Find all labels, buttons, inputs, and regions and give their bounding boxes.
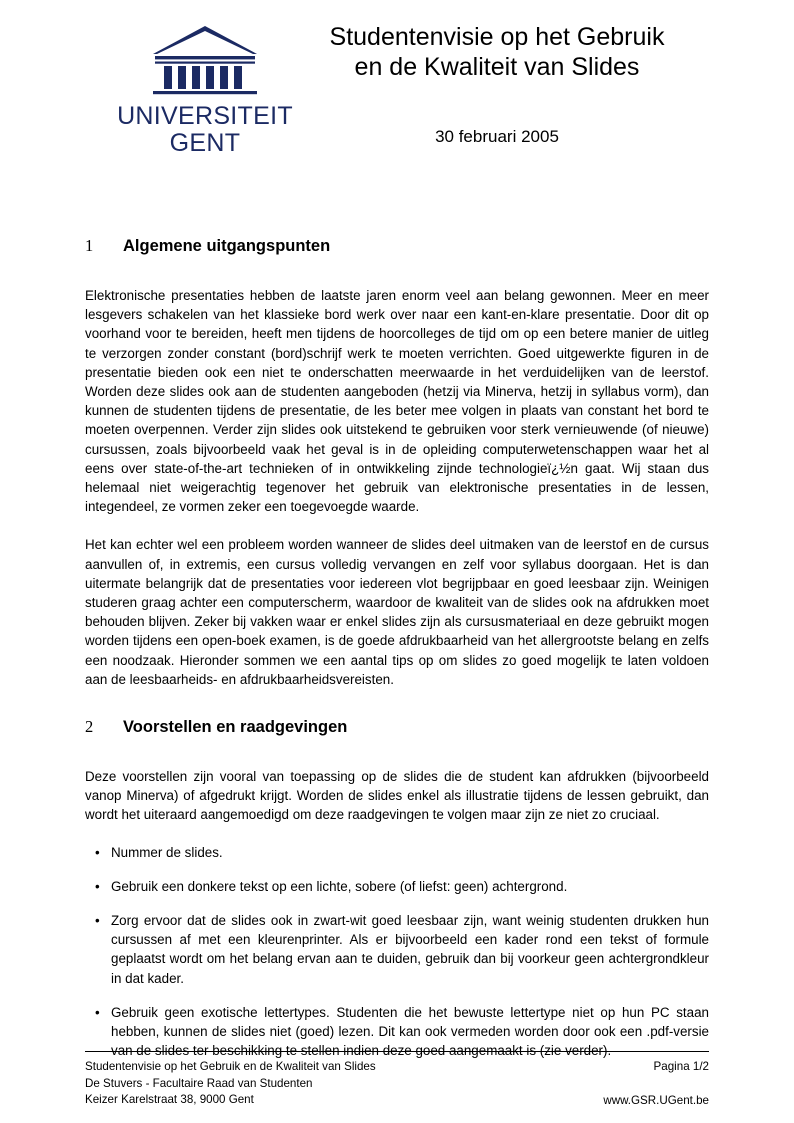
recommendations-list	[85, 843, 709, 1061]
section-1-paragraph-1: Elektronische presentaties hebben de laatste jaren enorm veel aan belang gewonnen. Meer en meer lesgevers schakelen van het klassieke bord werk over naar een kant-en-klare presentatie. Door dit op voorhand voor te bereiden, heeft men tijdens de hoorcolleges de tijd om op een betere manier de uitleg te verzorgen zonder constant (bord)schrijf werk te moeten verrichten. Goed uitgewerkte figuren in de presentatie bieden ook een niet te onderschatten meerwaarde in het verduidelijken van de leerstof. Worden deze slides ook aan de studenten aangeboden (hetzij via Minerva, hetzij in syllabus vorm), dan kunnen de studenten tijdens de presentatie, de les beter mee volgen in plaats van constant het bord te moeten overpennen. Verder zijn slides ook uitstekend te gebruiken voor sterk vernieuwende (of nieuwe) cursussen, zoals bijvoorbeeld vaak het geval is in de opleiding computerwetenschappen waar het al eens over state-of-the-art technieken of in ontwikkeling zijnde technologieï¿½n gaat. Wij staan dus helemaal niet weigerachtig tegenover het gebruik van elektronische presentaties in de lessen, integendeel, ze vormen zeker een toegevoegde waarde.	[85, 288, 709, 515]
section-title-1: Algemene uitgangspunten	[123, 237, 331, 255]
page-title-line1: Studentenvisie op het Gebruik	[329, 23, 665, 51]
list-item-text: Gebruik geen exotische lettertypes. Studenten die het bewuste lettertype niet op hun PC staan hebben, kunnen de slides niet (goed) lezen. Dit kan ook vermeden worden door ook een .pdf-versie van de slides ter beschikking te stellen indien deze goed aangemaakt is (zie verder).	[111, 1004, 709, 1059]
section-1-paragraph-2: Het kan echter wel een probleem worden wanneer de slides deel uitmaken van de leerstof en de cursus aanvullen of, in extremis, een cursus volledig vervangen en zelf voor syllabus doorgaan. Het is dan uitermate belangrijk dat de presentaties voor iedereen vlot begrijpbaar en goed leesbaar zijn. Weinigen studeren graag achter een computerscherm, waardoor de kwaliteit van de slides ook na afdrukken moet behouden blijven. Zeker bij vakken waar er enkel slides zijn als cursusmateriaal en deze gebruikt mogen worden tijdens een open-boek examen, is de goede afdrukbaarheid van het allergrootste belang en zelfs een noodzaak. Hieronder sommen we een aantal tips op om slides zo goed mogelijk te laten voldoen aan de leesbaarheids- en afdrukbaarheidsvereisten.	[85, 537, 709, 687]
footer-organisation: De Stuvers - Facultaire Raad van Studenten	[85, 1076, 313, 1090]
page-number: Pagina 1/2	[653, 1060, 709, 1073]
section-title-2: Voorstellen en raadgevingen	[123, 718, 348, 737]
section-number-1: 1	[85, 236, 94, 255]
footer-address-block	[85, 1059, 376, 1109]
list-item	[85, 843, 709, 862]
list-item	[85, 911, 709, 988]
section-number-2: 2	[85, 717, 94, 737]
page-title-line2: en de Kwaliteit van Slides	[354, 53, 640, 81]
list-item-text: Gebruik een donkere tekst op een lichte, sobere (of liefst: geen) achtergrond.	[111, 878, 568, 894]
document-header	[85, 0, 709, 190]
footer-doc-title: Studentenvisie op het Gebruik en de Kwaliteit van Slides	[85, 1060, 376, 1073]
section-heading-2	[85, 717, 709, 737]
document-content	[85, 190, 709, 1061]
footer-address: Keizer Karelstraat 38, 9000 Gent	[85, 1093, 254, 1106]
ugent-building-icon	[145, 22, 265, 100]
document-footer	[85, 1051, 709, 1109]
page-title	[285, 22, 709, 82]
list-item	[85, 877, 709, 896]
section-2-paragraph-1: Deze voorstellen zijn vooral van toepassing op de slides die de student kan afdrukken (bijvoorbeeld vanop Minerva) of afgedrukt krijgt. Worden de slides enkel als illustratie tijdens de lessen gebruikt, dan wordt het uiteraard aangemoedigd om deze raadgevingen te volgen maar zijn ze niet zo cruciaal.	[85, 769, 709, 823]
bullet-icon: •	[95, 844, 100, 860]
bullet-icon: •	[95, 878, 100, 894]
list-item-text: Zorg ervoor dat de slides ook in zwart-wit goed leesbaar zijn, want weinig studenten drukken hun cursussen af met een kleurenprinter. Als er bijvoorbeeld een kader rond een tekst of formule geplaatst wordt om het belang ervan aan te duiden, gebruik dan bij voorkeur geen achtergrondkleur in dat kader.	[111, 913, 709, 986]
footer-meta-block	[603, 1059, 709, 1109]
title-block	[285, 22, 709, 147]
logo-text-gent: GENT	[169, 129, 241, 157]
ugent-logo	[110, 22, 300, 157]
list-item-text: Nummer de slides.	[111, 844, 223, 860]
document-date: 30 februari 2005	[435, 127, 559, 146]
section-heading-1	[85, 236, 709, 256]
footer-divider	[85, 1051, 709, 1052]
logo-text-universiteit: UNIVERSITEIT	[117, 102, 293, 130]
bullet-icon: •	[95, 1004, 100, 1020]
footer-website: www.GSR.UGent.be	[603, 1093, 709, 1107]
bullet-icon: •	[95, 913, 100, 929]
